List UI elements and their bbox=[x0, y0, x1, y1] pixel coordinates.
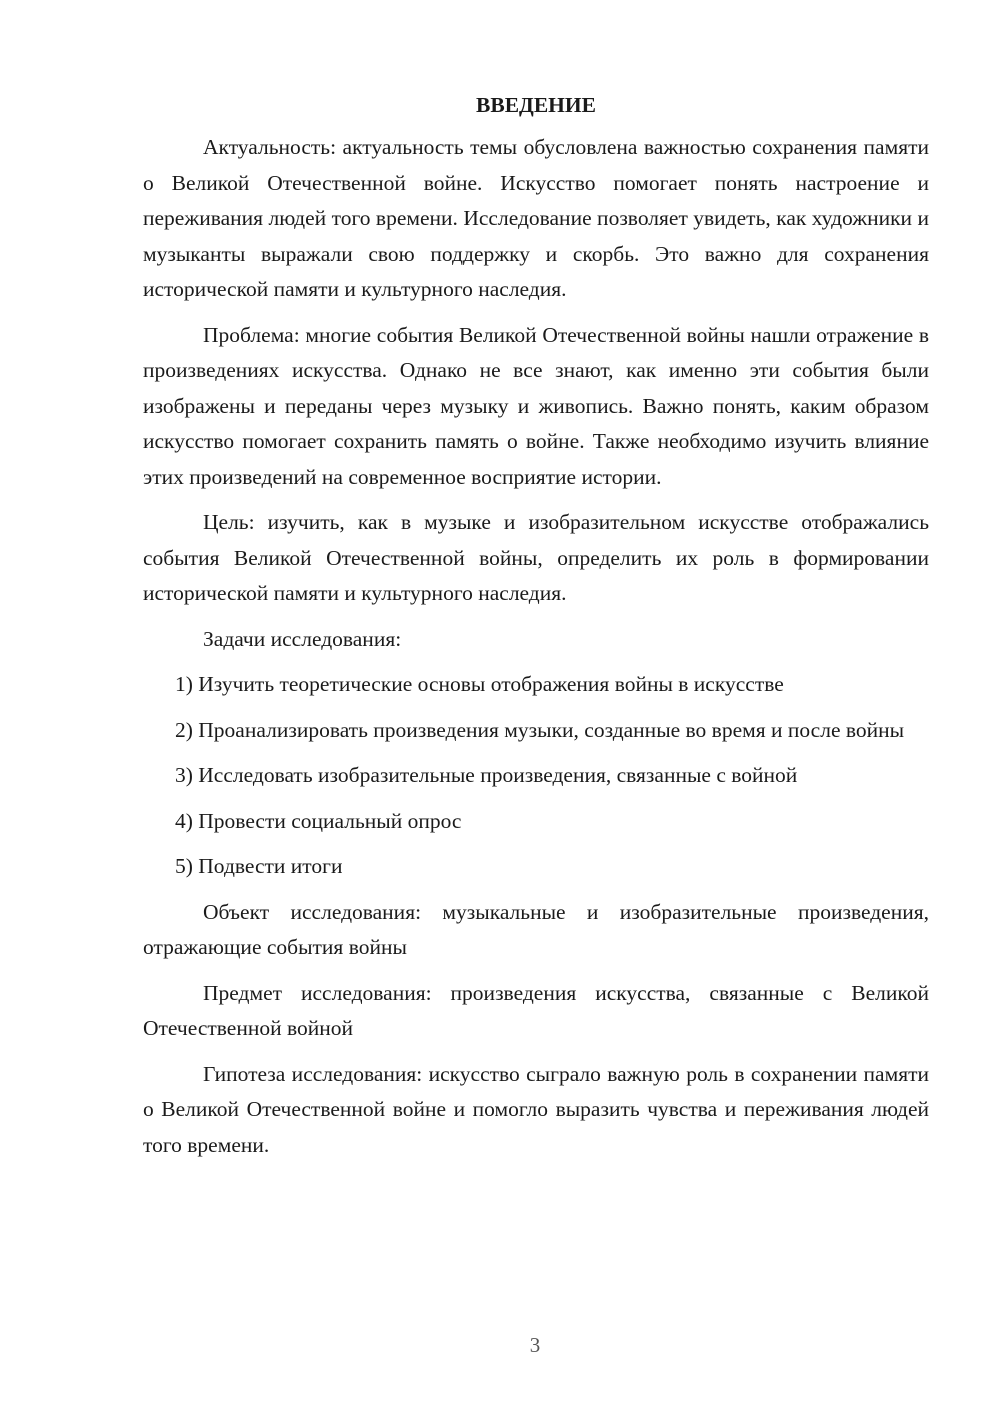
paragraph-object: Объект исследования: музыкальные и изобразительные произведения, отражающие события войны bbox=[143, 899, 929, 959]
paragraph-problem: Проблема: многие события Великой Отечественной войны нашли отражение в произведениях искусства. Однако не все знают, как именно эти события были изображены и переданы через музыку и живопись. Важно понять, каким образом искусство помогает сохранить память о войне. Также необходимо изучить влияние этих произведений на современное восприятие истории. bbox=[143, 322, 929, 489]
tasks-heading: Задачи исследования: bbox=[203, 626, 402, 651]
page-number: 3 bbox=[529, 1333, 541, 1357]
document-page bbox=[143, 88, 929, 1163]
task-item: 4) Провести социальный опрос bbox=[175, 808, 462, 833]
task-item: 5) Подвести итоги bbox=[175, 854, 343, 878]
task-item: 3) Исследовать изобразительные произведения, связанные с войной bbox=[175, 763, 798, 787]
paragraph-subject: Предмет исследования: произведения искусства, связанные с Великой Отечественной войной bbox=[143, 980, 929, 1040]
task-item: 1) Изучить теоретические основы отображения войны в искусстве bbox=[175, 672, 784, 696]
paragraph-relevance: Актуальность: актуальность темы обусловлена важностью сохранения памяти о Великой Отечественной войне. Искусство помогает понять настроение и переживания людей того времени. Исследование позволяет увидеть, как художники и музыканты выражали свою поддержку и скорбь. Это важно для сохранения исторической памяти и культурного наследия. bbox=[143, 135, 929, 301]
task-item: 2) Проанализировать произведения музыки, созданные во время и после войны bbox=[175, 717, 905, 742]
section-title: ВВЕДЕНИЕ bbox=[476, 93, 596, 117]
paragraph-goal: Цель: изучить, как в музыке и изобразительном искусстве отображались события Великой Отечественной войны, определить их роль в формировании исторической памяти и культурного наследия. bbox=[143, 510, 929, 605]
paragraph-hypothesis: Гипотеза исследования: искусство сыграло важную роль в сохранении памяти о Великой Отечественной войне и помогло выразить чувства и переживания людей того времени. bbox=[143, 1061, 929, 1157]
